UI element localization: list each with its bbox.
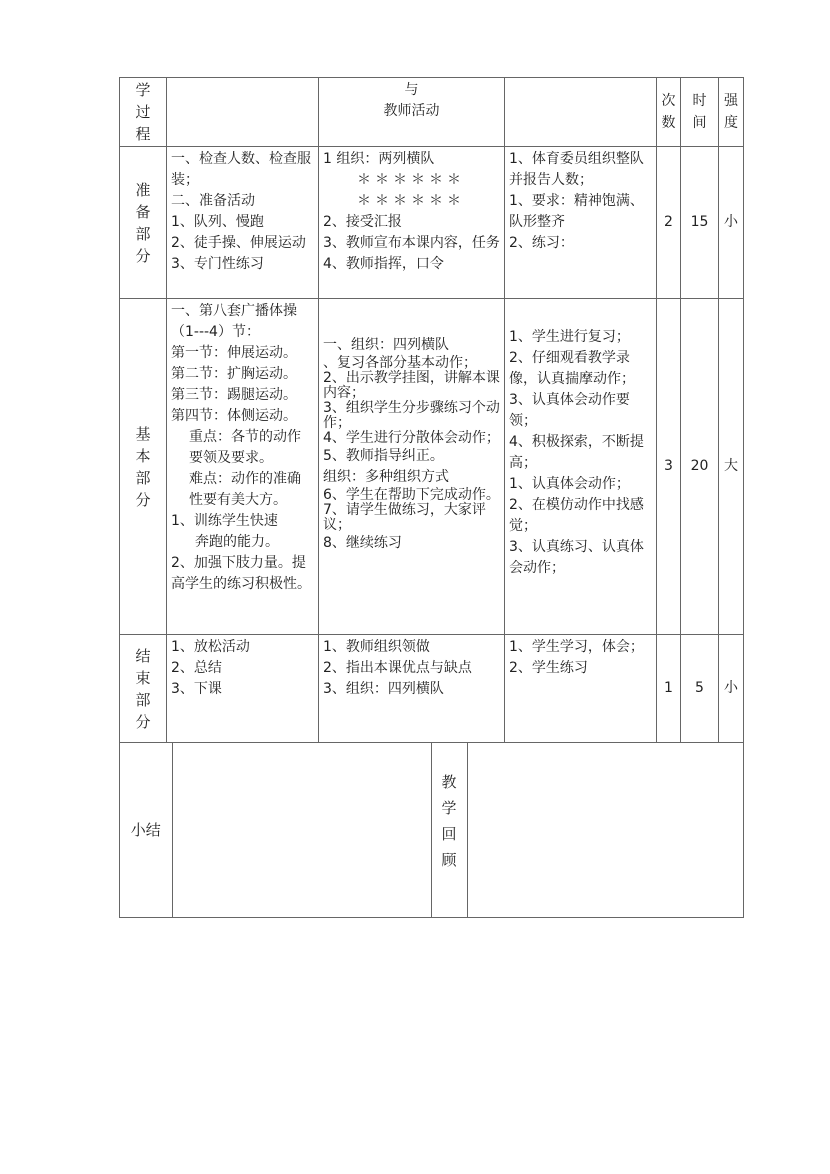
content-line: 1、队列、慢跑 (171, 214, 264, 230)
student-line: 4、积极探索，不断提高； (509, 434, 644, 471)
student-cell (505, 635, 657, 743)
header-process-char: 过 (135, 103, 151, 121)
review-char: 顾 (441, 851, 457, 869)
review-char: 回 (441, 825, 457, 843)
section-label-char: 本 (135, 446, 151, 465)
content-line: 3、下课 (171, 681, 222, 697)
times-value: 1 (657, 635, 681, 743)
teacher-line: 7、请学生做练习，大家评议； (323, 502, 486, 533)
section-label-char: 部 (135, 224, 151, 243)
teacher-line: 2、指出本课优点与缺点 (323, 660, 472, 676)
content-line: 第一节：伸展运动。 (171, 345, 297, 361)
student-line: 3、认真练习、认真体会动作； (509, 539, 644, 576)
teacher-line: 1 组织：两列横队 (323, 151, 435, 167)
teacher-line: 6、学生在帮助下完成动作。 (323, 487, 500, 503)
content-cell (167, 147, 319, 299)
teacher-cell (319, 299, 505, 635)
content-line: 1、训练学生快速 (171, 513, 278, 529)
student-line: 3、认真体会动作要领； (509, 392, 630, 429)
difficulty-line: 难点：动作的准确性要有美大方。 (189, 471, 301, 508)
summary-label: 小结 (130, 820, 161, 839)
section-label-char: 分 (135, 712, 151, 731)
intensity-value: 大 (719, 299, 744, 635)
content-line: 第二节：扩胸运动。 (171, 366, 297, 382)
teaching-review-label (431, 743, 467, 917)
section-label-char: 结 (135, 646, 151, 665)
teacher-cell (319, 635, 505, 743)
review-char: 学 (441, 799, 457, 817)
teacher-line: 5、教师指导纠正。 (323, 448, 444, 464)
header-student-cell (505, 78, 657, 147)
teacher-line: 一、组织：四列横队 (323, 337, 449, 353)
student-line: 2、在模仿动作中找感觉； (509, 497, 644, 534)
teacher-line: 3、教师宣布本课内容，任务 (323, 235, 500, 251)
content-cell (167, 635, 319, 743)
content-line: 3、专门性练习 (171, 256, 264, 272)
formation-stars: ＊＊＊＊＊＊ (357, 172, 465, 188)
section-label-cell (120, 635, 167, 743)
content-line: 奔跑的能力。 (195, 534, 279, 550)
content-cell (167, 299, 319, 635)
student-line: 1、要求：精神饱满、队形整齐 (509, 193, 644, 230)
formation-stars: ＊＊＊＊＊＊ (357, 193, 465, 209)
teacher-line: 4、学生进行分散体会动作； (323, 430, 500, 446)
intensity-value: 小 (719, 147, 744, 299)
header-minutes-char: 间 (692, 115, 707, 131)
section-label-char: 分 (135, 246, 151, 265)
section-row-basic (120, 299, 744, 635)
teacher-line: 2、出示教学挂图，讲解本课内容； (323, 370, 500, 401)
teacher-cell (319, 147, 505, 299)
header-process-char: 学 (135, 81, 151, 99)
section-label-char: 准 (135, 180, 151, 199)
section-label-char: 分 (135, 490, 151, 509)
content-line: 第四节：体侧运动。 (171, 408, 297, 424)
minutes-value: 5 (681, 635, 719, 743)
content-line: 2、总结 (171, 660, 222, 676)
minutes-value: 20 (681, 299, 719, 635)
times-value: 3 (657, 299, 681, 635)
section-row-preparation (120, 147, 744, 299)
header-teacher-line: 教师活动 (383, 103, 440, 119)
header-teacher-line: 与 (404, 82, 419, 98)
header-minutes-cell (681, 78, 719, 147)
header-process-cell (120, 78, 167, 147)
header-process-char: 程 (135, 125, 151, 143)
content-line: 第三节：踢腿运动。 (171, 387, 297, 403)
student-line: 1、学生进行复习； (509, 329, 630, 345)
header-times-cell (657, 78, 681, 147)
teacher-line: 组织：多种组织方式 (323, 469, 449, 485)
summary-row (120, 743, 744, 918)
header-times-char: 次 (661, 93, 676, 109)
minutes-value: 15 (681, 147, 719, 299)
content-line: 二、准备活动 (171, 193, 255, 209)
student-cell (505, 147, 657, 299)
section-label-char: 部 (135, 468, 151, 487)
header-minutes-char: 时 (692, 93, 707, 109)
key-point-line: 重点：各节的动作要领及要求。 (189, 429, 301, 466)
intensity-value: 小 (719, 635, 744, 743)
header-times-char: 数 (661, 115, 676, 131)
section-label-char: 部 (135, 690, 151, 709)
teacher-line: 1、教师组织领做 (323, 639, 430, 655)
review-char: 教 (441, 773, 457, 791)
section-label-cell (120, 299, 167, 635)
section-label-char: 备 (135, 202, 151, 221)
student-line: 2、仔细观看教学录像，认真揣摩动作； (509, 350, 635, 387)
content-line: 一、检查人数、检查服装； (171, 151, 311, 188)
student-line: 2、学生练习 (509, 660, 588, 676)
header-intensity-char: 强 (724, 93, 738, 109)
student-line: 1、体育委员组织整队并报告人数； (509, 151, 644, 188)
content-line: 2、徒手操、伸展运动 (171, 235, 306, 251)
teaching-review-area (467, 743, 743, 917)
teacher-line: 3、组织：四列横队 (323, 681, 444, 697)
section-label-char: 束 (135, 668, 151, 687)
content-line: 2、加强下肢力量。提高学生的练习积极性。 (171, 555, 311, 592)
teacher-line: 2、接受汇报 (323, 214, 402, 230)
summary-notes-area (172, 743, 431, 917)
section-label-cell (120, 147, 167, 299)
header-intensity-char: 度 (724, 115, 738, 131)
summary-table (120, 743, 743, 917)
teacher-line: 8、继续练习 (323, 535, 402, 551)
student-cell (505, 299, 657, 635)
header-teacher-cell (319, 78, 505, 147)
content-line: 一、第八套广播体操（1---4）节： (171, 303, 297, 340)
header-intensity-cell (719, 78, 744, 147)
summary-container (120, 743, 744, 918)
header-row (120, 78, 744, 147)
lesson-plan-table (119, 77, 744, 918)
teacher-line: 3、组织学生分步骤练习个动作； (323, 400, 500, 431)
student-line: 1、学生学习，体会； (509, 639, 644, 655)
section-label-char: 基 (135, 424, 151, 443)
section-row-ending (120, 635, 744, 743)
header-content-cell (167, 78, 319, 147)
teacher-line: 、复习各部分基本动作； (323, 355, 477, 371)
times-value: 2 (657, 147, 681, 299)
content-line: 1、放松活动 (171, 639, 250, 655)
student-line: 1、认真体会动作； (509, 476, 630, 492)
teacher-line: 4、教师指挥，口令 (323, 256, 444, 272)
student-line: 2、练习： (509, 235, 574, 251)
